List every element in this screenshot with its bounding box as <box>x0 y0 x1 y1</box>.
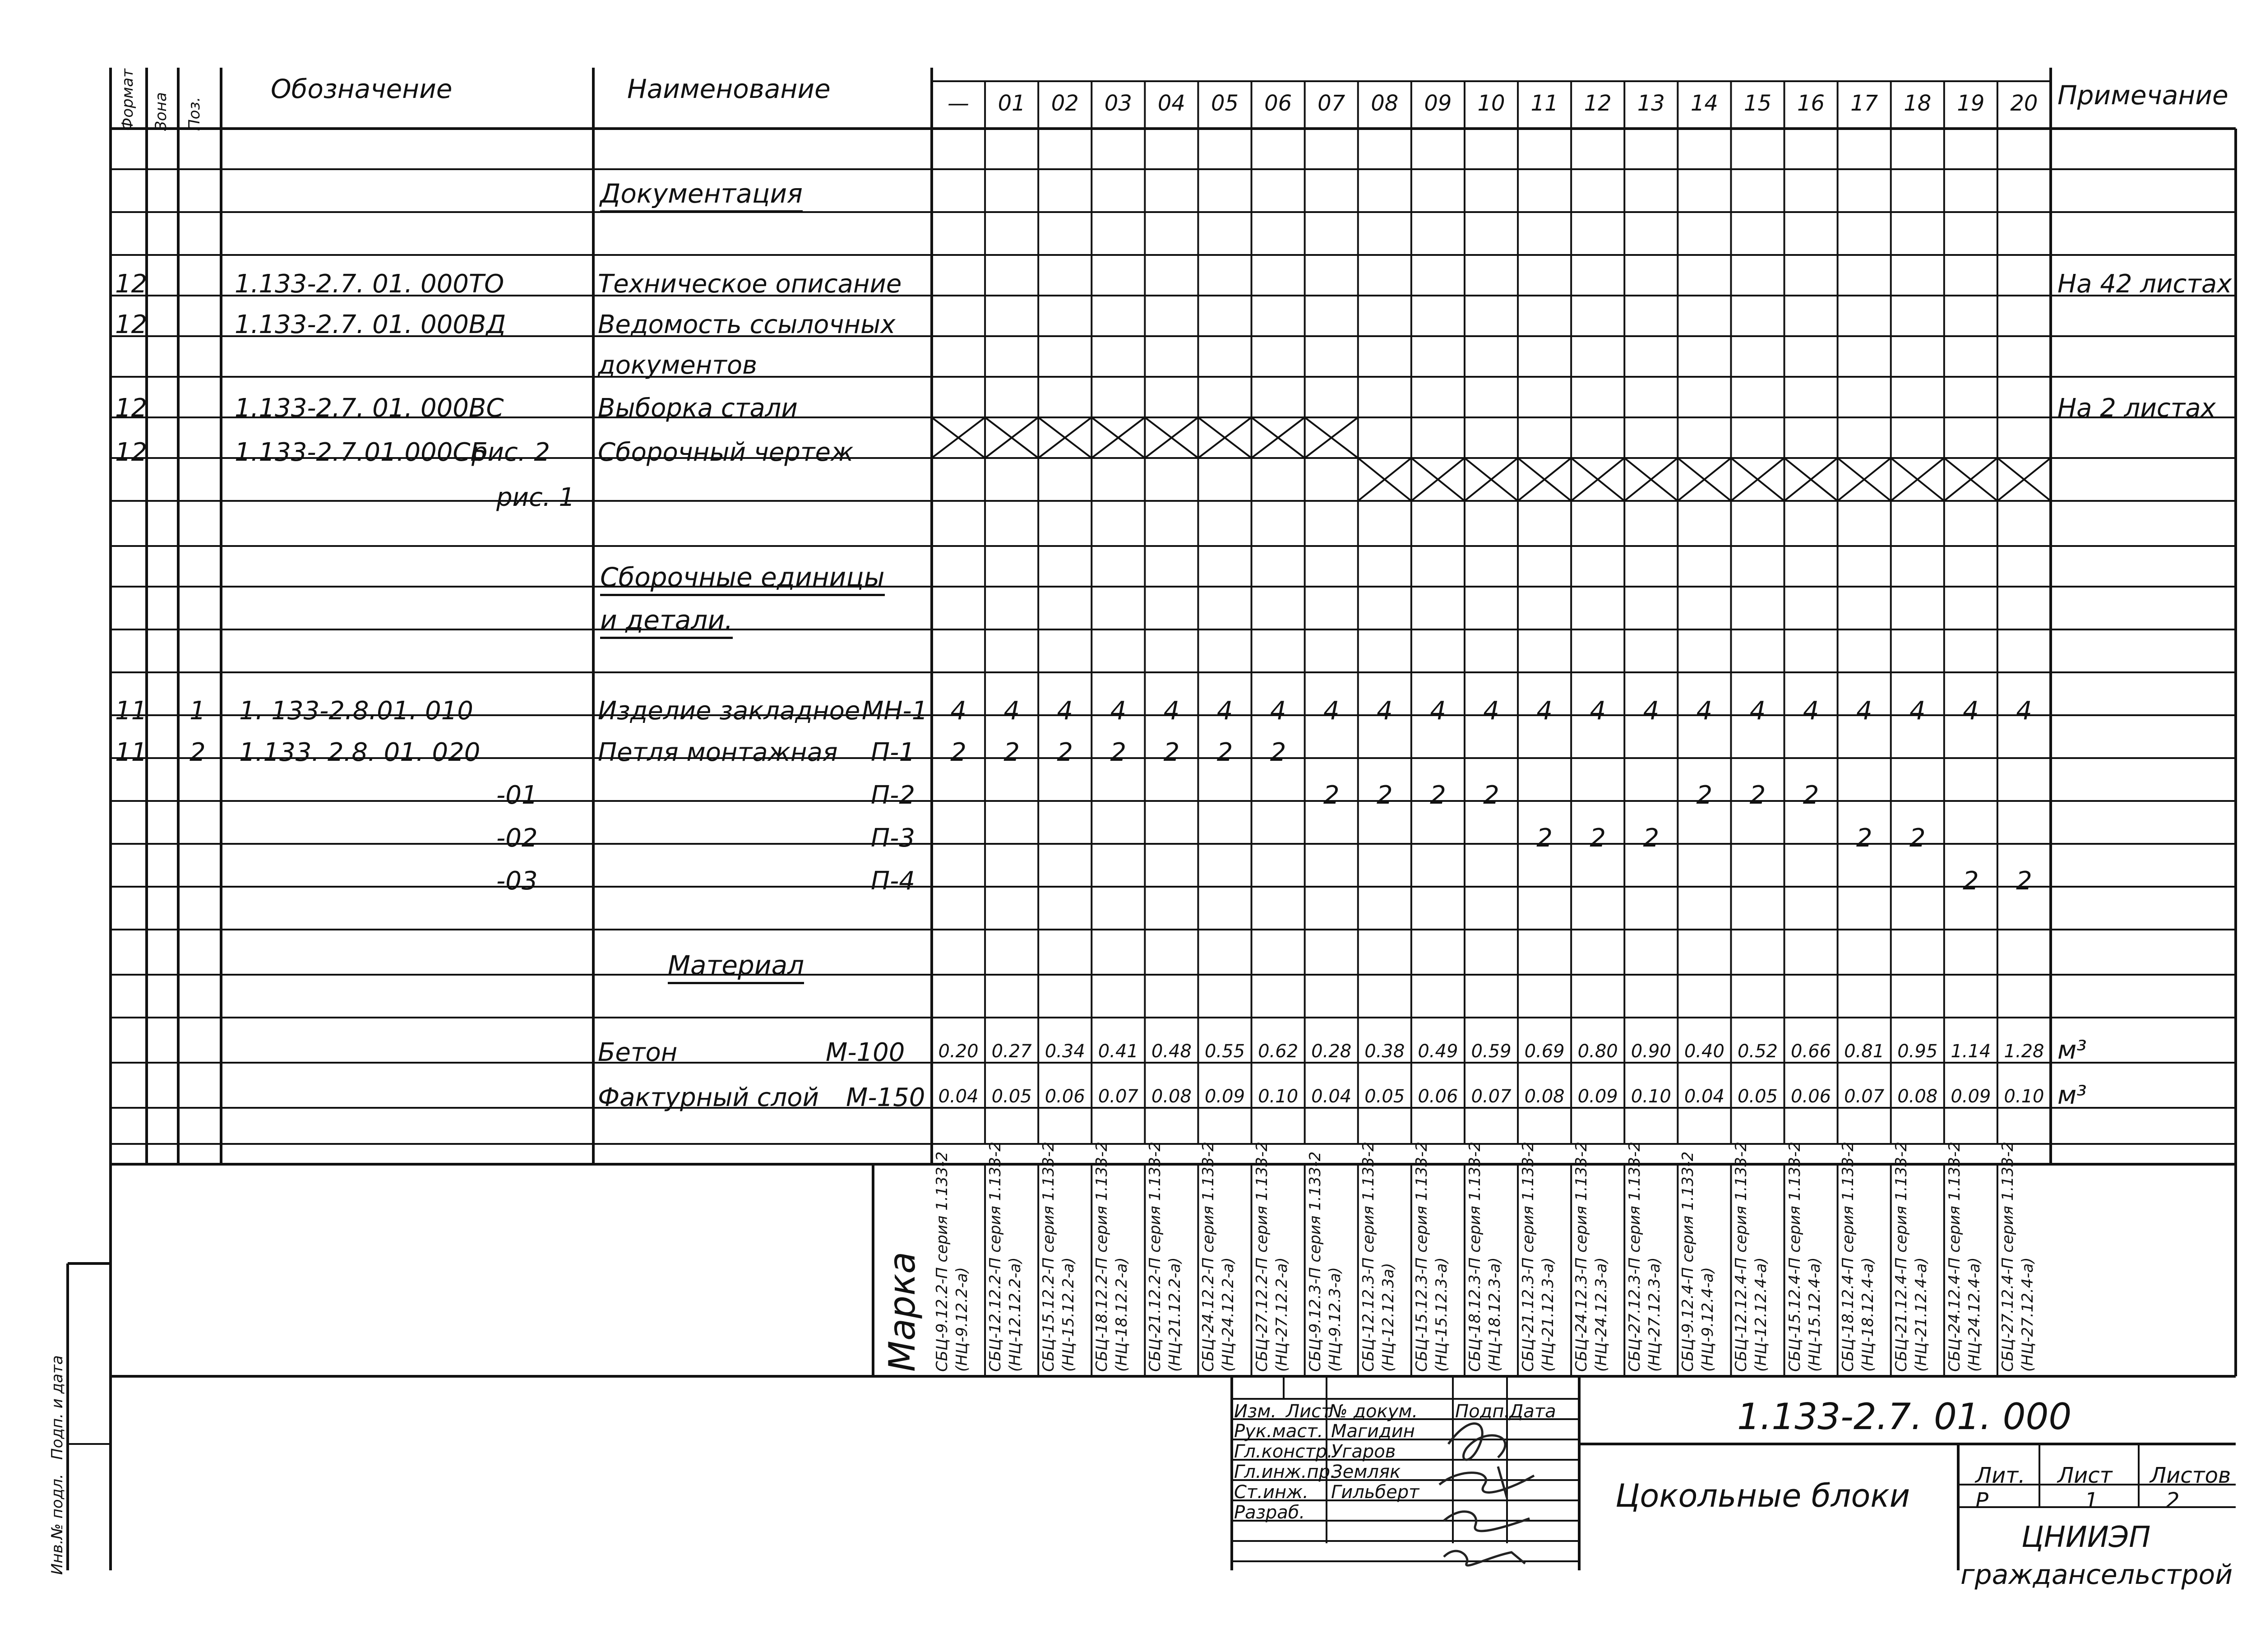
marka-item: (НЦ-15.12.3-а) <box>1432 1257 1451 1372</box>
variant-header: 17 <box>1850 91 1878 116</box>
marka-item: СБЦ-21.12.3-П серия 1.133-2 <box>1519 1142 1538 1372</box>
variant-header: 07 <box>1318 91 1345 116</box>
row-facing-value: 0.08 <box>1524 1086 1565 1107</box>
titleblock-person: Земляк <box>1331 1462 1401 1482</box>
section-documentation: Документация <box>600 180 803 213</box>
row-concrete-value: 0.66 <box>1791 1041 1831 1062</box>
marka-item: СБЦ-9.12.2-П серия 1.133-2 <box>933 1151 951 1372</box>
marka-item: СБЦ-15.12.4-П серия 1.133-2 <box>1785 1142 1804 1372</box>
row-facing-value: 0.10 <box>1631 1086 1671 1107</box>
row-facing-value: 0.04 <box>1684 1086 1724 1107</box>
marka-item: СБЦ-24.12.4-П серия 1.133-2 <box>1945 1142 1964 1372</box>
variant-header: 10 <box>1477 91 1505 116</box>
row-fig1: рис. 1 <box>496 483 575 512</box>
marka-item: (НЦ-18.12.3-а) <box>1485 1257 1504 1372</box>
marka-item: (НЦ-15.12.4-а) <box>1805 1257 1824 1372</box>
row-p1-value: 2 <box>950 738 966 767</box>
row-mn-value: 4 <box>1643 696 1660 726</box>
marka-item: СБЦ-27.12.4-П серия 1.133-2 <box>1998 1142 2017 1372</box>
row-ro-format: 12 <box>115 269 148 299</box>
marka-item: (НЦ-21.12.3-а) <box>1539 1257 1558 1372</box>
variant-header: 09 <box>1424 91 1452 116</box>
variant-header: 01 <box>998 91 1026 116</box>
row-facing-value: 0.10 <box>2004 1086 2044 1107</box>
marka-item: СБЦ-18.12.2-П серия 1.133-2 <box>1093 1142 1111 1372</box>
org-1: ЦНИИЭП <box>2021 1521 2151 1554</box>
row-mn-value: 4 <box>1163 696 1180 726</box>
row-facing-value: 0.09 <box>1951 1086 1991 1107</box>
row-p3-designation: -02 <box>496 824 538 853</box>
row-p1-pos: 2 <box>190 738 206 767</box>
marka-item: СБЦ-12.12.3-П серия 1.133-2 <box>1359 1142 1378 1372</box>
row-p2-value: 2 <box>1696 781 1713 810</box>
marka-item: СБЦ-12.12.4-П серия 1.133-2 <box>1732 1142 1751 1372</box>
row-facing-value: 0.04 <box>938 1086 979 1107</box>
row-sb-fig: рис. 2 <box>472 438 550 467</box>
marka-item: (НЦ-12.12.2-а) <box>1006 1257 1025 1372</box>
row-p4-mark: П-4 <box>871 866 915 896</box>
row-p1-value: 2 <box>1216 738 1233 767</box>
variant-header: 18 <box>1904 91 1932 116</box>
row-concrete-value: 0.49 <box>1418 1041 1458 1062</box>
row-concrete-value: 0.81 <box>1844 1041 1885 1062</box>
sheets-label: Листов <box>2150 1463 2231 1488</box>
side-sign: Подп. и дата <box>48 1355 66 1460</box>
section-assemblies-2: и детали. <box>600 607 733 639</box>
marka-item: (НЦ-24.12.2-а) <box>1219 1257 1238 1372</box>
marka-item: (НЦ-9.12.4-а) <box>1699 1267 1717 1372</box>
row-p1-designation: 1.133. 2.8. 01. 020 <box>239 738 481 767</box>
marka-item: СБЦ-24.12.2-П серия 1.133-2 <box>1199 1142 1218 1372</box>
variant-header: 20 <box>2010 91 2038 116</box>
row-concrete-value: 0.34 <box>1045 1041 1085 1062</box>
row-p2-value: 2 <box>1803 781 1819 810</box>
row-p1-mark: П-1 <box>871 738 915 767</box>
titleblock-header-cell: Подп. <box>1455 1401 1510 1422</box>
marka-item: (НЦ-21.12.4-а) <box>1912 1257 1930 1372</box>
row-p3-value: 2 <box>1590 824 1606 853</box>
row-concrete-value: 1.28 <box>2004 1041 2044 1062</box>
marka-item: (НЦ-15.12.2-а) <box>1059 1257 1078 1372</box>
row-facing-value: 0.08 <box>1151 1086 1192 1107</box>
marka-item: СБЦ-27.12.3-П серия 1.133-2 <box>1626 1142 1644 1372</box>
marka-item: (НЦ-27.12.2-а) <box>1272 1257 1291 1372</box>
variant-header: 12 <box>1584 91 1612 116</box>
row-p4-designation: -03 <box>496 866 538 896</box>
row-p3-value: 2 <box>1536 824 1553 853</box>
lit-value: Р <box>1975 1488 1988 1513</box>
header-zone: Зона <box>152 92 170 131</box>
row-concrete-value: 0.48 <box>1151 1041 1192 1062</box>
variant-header: 15 <box>1743 91 1771 116</box>
row-p3-value: 2 <box>1909 824 1926 853</box>
row-mn-value: 4 <box>2016 696 2032 726</box>
row-concrete-mark: М-100 <box>826 1038 905 1067</box>
row-vs-note: На 2 листах <box>2057 393 2216 423</box>
row-concrete-value: 0.80 <box>1577 1041 1618 1062</box>
marka-item: СБЦ-21.12.4-П серия 1.133-2 <box>1892 1142 1910 1372</box>
row-facing-value: 0.05 <box>991 1086 1032 1107</box>
marka-item: (НЦ-21.12.2-а) <box>1166 1257 1184 1372</box>
row-mn-value: 4 <box>1323 696 1340 726</box>
row-mn-value: 4 <box>1216 696 1233 726</box>
lit-label: Лит. <box>1975 1463 2025 1488</box>
variant-header: — <box>948 91 970 116</box>
row-facing-name: Фактурный слой <box>598 1083 819 1112</box>
row-concrete-value: 0.69 <box>1524 1041 1565 1062</box>
row-concrete-value: 0.40 <box>1684 1041 1724 1062</box>
header-note: Примечание <box>2057 80 2228 111</box>
row-p4-value: 2 <box>2016 866 2032 896</box>
row-mn-designation: 1. 133-2.8.01. 010 <box>239 696 473 726</box>
row-vd-name-2: документов <box>598 351 758 380</box>
row-concrete-value: 0.55 <box>1204 1041 1245 1062</box>
row-mn-value: 4 <box>1110 696 1127 726</box>
titleblock-role: Разраб. <box>1234 1502 1305 1523</box>
row-mn-value: 4 <box>1856 696 1872 726</box>
row-concrete-value: 0.38 <box>1364 1041 1405 1062</box>
row-p2-designation: -01 <box>496 781 538 810</box>
variant-header: 03 <box>1104 91 1132 116</box>
marka-item: (НЦ-24.12.3-а) <box>1592 1257 1611 1372</box>
row-concrete-value: 0.28 <box>1311 1041 1352 1062</box>
row-concrete-value: 0.59 <box>1471 1041 1512 1062</box>
row-concrete-value: 0.27 <box>991 1041 1032 1062</box>
row-p3-value: 2 <box>1643 824 1660 853</box>
section-assemblies: Сборочные единицы <box>600 564 885 596</box>
row-sb-name: Сборочный чертеж <box>598 438 854 467</box>
row-p2-value: 2 <box>1749 781 1766 810</box>
row-to-note: На 42 листах <box>2057 269 2232 299</box>
row-facing-value: 0.06 <box>1045 1086 1085 1107</box>
variant-header: 11 <box>1530 91 1558 116</box>
marka-item: СБЦ-15.12.2-П серия 1.133-2 <box>1040 1142 1058 1372</box>
marka-label: Марка <box>881 1251 923 1372</box>
row-mn-value: 4 <box>1696 696 1713 726</box>
marka-item: (НЦ-18.12.2-а) <box>1113 1257 1131 1372</box>
variant-header: 08 <box>1371 91 1399 116</box>
row-concrete-value: 1.14 <box>1951 1041 1991 1062</box>
marka-item: (НЦ-24.12.4-а) <box>1965 1257 1983 1372</box>
marka-item: СБЦ-9.12.3-П серия 1.133-2 <box>1306 1151 1324 1372</box>
row-vs-designation: 1.133-2.7. 01. 000ВС <box>235 393 504 423</box>
variant-header: 14 <box>1690 91 1718 116</box>
titleblock-role: Рук.маст. <box>1234 1421 1323 1442</box>
marka-item: СБЦ-21.12.2-П серия 1.133-2 <box>1146 1142 1165 1372</box>
row-p1-value: 2 <box>1270 738 1286 767</box>
row-facing-value: 0.09 <box>1577 1086 1618 1107</box>
row-facing-value: 0.07 <box>1098 1086 1138 1107</box>
sheet-label: Лист <box>2057 1463 2113 1488</box>
row-p1-value: 2 <box>1163 738 1180 767</box>
row-concrete-value: 0.41 <box>1098 1041 1138 1062</box>
row-vs-name: Выборка стали <box>598 393 798 423</box>
row-facing-value: 0.07 <box>1471 1086 1512 1107</box>
titleblock-role: Гл.инж.пр. <box>1234 1462 1336 1482</box>
titleblock-person: Гильберт <box>1331 1482 1419 1503</box>
row-p2-value: 2 <box>1483 781 1499 810</box>
row-vd-designation: 1.133-2.7. 01. 000ВД <box>235 310 506 339</box>
row-p2-mark: П-2 <box>871 781 915 810</box>
variant-header: 19 <box>1957 91 1985 116</box>
marka-item: СБЦ-15.12.3-П серия 1.133-2 <box>1412 1142 1431 1372</box>
row-to-designation: 1.133-2.7. 01. 000ТО <box>235 269 504 299</box>
row-p2-value: 2 <box>1323 781 1340 810</box>
sheets-value: 2 <box>2166 1488 2180 1513</box>
titleblock-header-cell: Лист <box>1286 1401 1332 1422</box>
row-facing-value: 0.07 <box>1844 1086 1885 1107</box>
row-mn-value: 4 <box>1590 696 1606 726</box>
row-p4-value: 2 <box>1963 866 1979 896</box>
marka-item: (НЦ-9.12.2-а) <box>953 1267 971 1372</box>
titleblock-header-cell: № докум. <box>1329 1401 1418 1422</box>
marka-item: СБЦ-12.12.2-П серия 1.133-2 <box>986 1142 1005 1372</box>
row-p2-value: 2 <box>1376 781 1393 810</box>
row-facing-value: 0.06 <box>1791 1086 1831 1107</box>
titleblock-role: Ст.инж. <box>1234 1482 1308 1503</box>
row-p1-name: Петля монтажная <box>598 738 838 767</box>
row-concrete-value: 0.62 <box>1258 1041 1299 1062</box>
row-mn-value: 4 <box>950 696 966 726</box>
row-vd-format: 12 <box>115 310 148 339</box>
titleblock-header-cell: Изм. <box>1234 1401 1277 1422</box>
header-format: Формат <box>119 69 137 131</box>
row-p3-mark: П-3 <box>871 824 915 853</box>
titleblock-person: Магидин <box>1331 1421 1415 1442</box>
row-facing-value: 0.10 <box>1258 1086 1299 1107</box>
row-mn-value: 4 <box>1749 696 1766 726</box>
doc-code: 1.133-2.7. 01. 000 <box>1737 1396 2072 1438</box>
marka-item: (НЦ-9.12.3-а) <box>1326 1267 1344 1372</box>
row-mn-value: 4 <box>1803 696 1819 726</box>
row-p3-value: 2 <box>1856 824 1872 853</box>
row-concrete-value: 0.95 <box>1897 1041 1938 1062</box>
marka-item: СБЦ-18.12.3-П серия 1.133-2 <box>1465 1142 1484 1372</box>
row-facing-unit: м³ <box>2057 1081 2087 1110</box>
row-concrete-name: Бетон <box>598 1038 678 1067</box>
row-mn-value: 4 <box>1376 696 1393 726</box>
row-facing-mark: М-150 <box>846 1083 925 1112</box>
variant-header: 02 <box>1051 91 1079 116</box>
titleblock-header-cell: Дата <box>1509 1401 1556 1422</box>
row-vd-name: Ведомость ссылочных <box>598 310 896 339</box>
row-mn-mark: МН-1 <box>862 696 928 726</box>
sheet-value: 1 <box>2085 1488 2099 1513</box>
row-facing-value: 0.06 <box>1418 1086 1458 1107</box>
header-pos: Поз. <box>185 97 203 131</box>
header-designation: Обозначение <box>271 74 453 104</box>
marka-item: (НЦ-27.12.4-а) <box>2018 1257 2037 1372</box>
variant-header: 05 <box>1211 91 1239 116</box>
row-concrete-unit: м³ <box>2057 1036 2087 1065</box>
marka-item: СБЦ-24.12.3-П серия 1.133-2 <box>1572 1142 1591 1372</box>
row-mn-value: 4 <box>1536 696 1553 726</box>
row-mn-value: 4 <box>1057 696 1073 726</box>
header-name: Наименование <box>627 74 831 104</box>
row-sb-format: 12 <box>115 438 148 467</box>
marka-item: СБЦ-9.12.4-П серия 1.133-2 <box>1679 1151 1697 1372</box>
row-mn-format: 11 <box>115 696 148 726</box>
marka-item: СБЦ-27.12.2-П серия 1.133-2 <box>1253 1142 1271 1372</box>
row-sb-designation: 1.133-2.7.01.000СБ <box>235 438 488 467</box>
marka-item: (НЦ-27.12.3-а) <box>1646 1257 1664 1372</box>
row-mn-value: 4 <box>1430 696 1446 726</box>
row-concrete-value: 0.20 <box>938 1041 979 1062</box>
marka-item: (НЦ-18.12.4-а) <box>1858 1257 1877 1372</box>
row-p2-value: 2 <box>1430 781 1446 810</box>
variant-header: 04 <box>1157 91 1185 116</box>
row-facing-value: 0.09 <box>1204 1086 1245 1107</box>
marka-item: СБЦ-18.12.4-П серия 1.133-2 <box>1839 1142 1857 1372</box>
row-vs-format: 12 <box>115 393 148 423</box>
row-mn-value: 4 <box>1963 696 1979 726</box>
titleblock-role: Гл.констр. <box>1234 1441 1333 1462</box>
row-mn-value: 4 <box>1909 696 1926 726</box>
signatures-image <box>1430 1408 1557 1597</box>
org-2: граждансельстрой <box>1960 1559 2233 1591</box>
row-p1-format: 11 <box>115 738 148 767</box>
side-inv: Инв.№ подл. <box>48 1474 66 1575</box>
variant-header: 16 <box>1797 91 1825 116</box>
row-mn-value: 4 <box>1003 696 1020 726</box>
row-facing-value: 0.05 <box>1364 1086 1405 1107</box>
row-p1-value: 2 <box>1057 738 1073 767</box>
variant-header: 06 <box>1264 91 1292 116</box>
marka-item: (НЦ-12.12.3а) <box>1379 1263 1397 1372</box>
titleblock-person: Угаров <box>1331 1441 1396 1462</box>
row-mn-value: 4 <box>1270 696 1286 726</box>
row-facing-value: 0.04 <box>1311 1086 1352 1107</box>
row-facing-value: 0.05 <box>1737 1086 1778 1107</box>
row-concrete-value: 0.90 <box>1631 1041 1671 1062</box>
row-concrete-value: 0.52 <box>1737 1041 1778 1062</box>
row-p1-value: 2 <box>1110 738 1127 767</box>
marka-item: (НЦ-12.12.4-а) <box>1752 1257 1771 1372</box>
row-p1-value: 2 <box>1003 738 1020 767</box>
row-to-name: Техническое описание <box>598 269 902 299</box>
doc-title: Цокольные блоки <box>1615 1477 1910 1514</box>
variant-header: 13 <box>1637 91 1665 116</box>
row-mn-name: Изделие закладное <box>598 696 860 726</box>
row-facing-value: 0.08 <box>1897 1086 1938 1107</box>
section-material: Материал <box>668 952 804 984</box>
row-mn-value: 4 <box>1483 696 1499 726</box>
row-mn-pos: 1 <box>190 696 206 726</box>
